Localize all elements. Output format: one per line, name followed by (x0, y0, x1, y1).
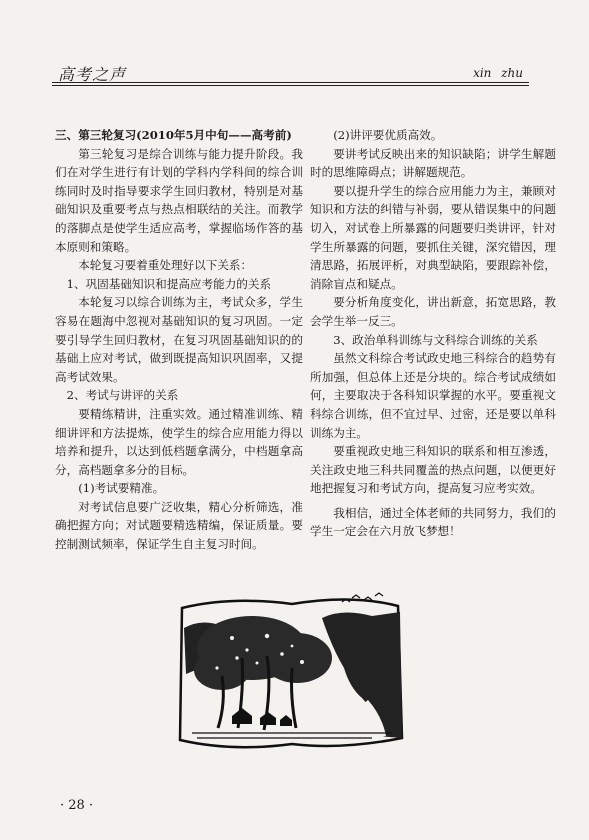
paragraph: 要讲考试反映出来的知识缺陷；讲学生解题时的思维障碍点；讲解题规范。 (310, 146, 556, 180)
paragraph: 本轮复习要着重处理好以下关系： (78, 258, 253, 273)
section-heading: 三、第三轮复习(2010年5月中旬——高考前) (55, 128, 292, 142)
paragraph: 对考试信息要广泛收集，精心分析筛选，准确把握方向；对试题要精选精编，保证质量。要控制测试频率，保证学生自主复习时间。 (55, 499, 303, 552)
paragraph: 要以提升学生的综合应用能力为主，兼顾对知识和方法的纠错与补弱，要从错误集中的问题切入，对试卷上所暴露的问题要归类讲评，针对学生所暴露的问题，要抓住关键，深究错因，理清思路，拓展评析，对典型缺陷，要跟踪补偿，消除盲点和疑点。 (310, 183, 556, 291)
paragraph: 要精练精讲，注重实效。通过精准训练、精细讲评和方法提炼，使学生的综合应用能力得以培养和提升，以达到低档题拿满分，中档题拿高分，高档题拿多分的目标。 (55, 406, 303, 477)
tree-canopy (194, 616, 332, 690)
ground-hatching (192, 733, 392, 738)
column-title: 高考之声 (58, 65, 127, 84)
author-name: xin zhu (473, 66, 523, 80)
header-rule-thin (52, 85, 529, 86)
paragraph: 2、考试与讲评的关系 (66, 388, 179, 403)
woodcut-illustration (172, 588, 412, 760)
paragraph: 要重视政史地三科知识的联系和相互渗透，关注政史地三科共同覆盖的热点问题，以便更好地把握复习和考试方向，提高复习应考实效。 (310, 444, 556, 496)
paragraph: (2)讲评要优质高效。 (333, 128, 443, 142)
header-rule-thick (52, 82, 529, 83)
left-text-column (55, 126, 303, 554)
cottages (232, 708, 292, 726)
running-header (52, 60, 529, 86)
paragraph: 要分析角度变化，讲出新意，拓宽思路，教会学生举一反三。 (310, 295, 556, 328)
paragraph: (1)考试要精准。 (78, 481, 165, 496)
paragraph: 虽然文科综合考试政史地三科综合的趋势有所加强，但总体上还是分块的。综合考试成绩如何，主要取决于各科知识掌握的水平。要重视文科综合训练，但不宜过早、过密，还是要以单科训练为主。 (310, 351, 556, 440)
paragraph: 第三轮复习是综合训练与能力提升阶段。我们在对学生进行有计划的学科内学科间的综合训练同时及时指导要求学生回归教材，特别是对基础知识及重要考点与热点相联结的关注。而教学的落脚点是使学生适应高考，掌握临场作答的基本原则和策略。 (55, 146, 303, 254)
paragraph: 1、巩固基础知识和提高应考能力的关系 (66, 276, 272, 291)
page-number: · 28 · (60, 798, 94, 813)
right-text-column (310, 126, 556, 541)
paragraph: 我相信，通过全体老师的共同努力，我们的学生一定会在六月放飞梦想！ (310, 505, 556, 539)
paragraph: 本轮复习以综合训练为主，考试众多，学生容易在题海中忽视对基础知识的复习巩固。一定要引导学生回归教材，在复习巩固基础知识的的基础上应对考试，做到既提高知识巩固率，又提高考试效果。 (55, 295, 303, 384)
paragraph: 3、政治单科训练与文科综合训练的关系 (333, 332, 538, 347)
